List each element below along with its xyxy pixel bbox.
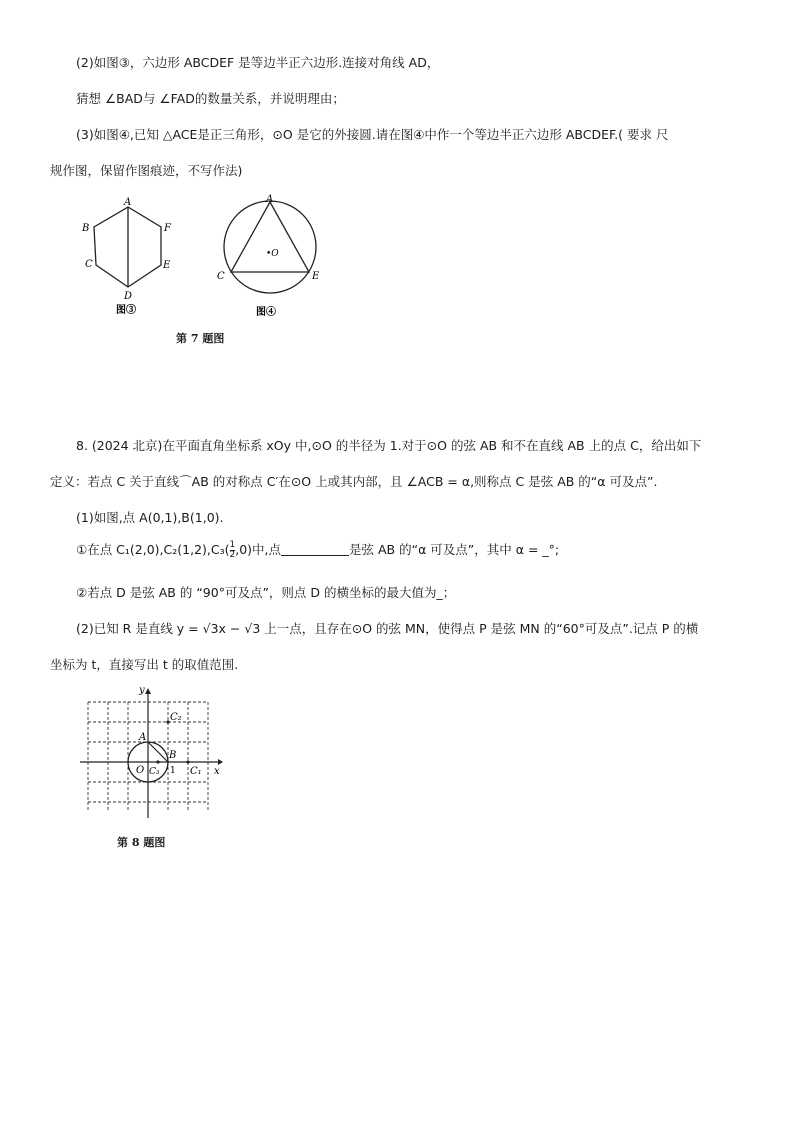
q8-stem-line2: 定义：若点 C 关于直线⌒AB 的对称点 C′在⊙O 上或其内部，且 ∠ACB = α,则称点 C 是弦 AB 的“α 可及点”. xyxy=(50,474,658,489)
label-c1: C₁ xyxy=(190,766,202,777)
q8-part2-line2: 坐标为 t，直接写出 t 的取值范围. xyxy=(50,657,239,672)
q7-figure-caption: 第 7 题图 xyxy=(176,332,225,345)
sub1-suffix: 是弦 AB 的“α 可及点”，其中 α = _°; xyxy=(349,542,560,557)
label-o: O xyxy=(136,765,145,776)
equilateral-triangle xyxy=(231,202,309,272)
q7-part2-line2: 猜想 ∠BAD与 ∠FAD的数量关系，并说明理由； xyxy=(76,91,345,106)
label-c: C xyxy=(217,271,225,282)
q8-figure-caption: 第 8 题图 xyxy=(117,836,166,849)
label-o: •O xyxy=(266,249,279,259)
label-x: x xyxy=(214,766,220,777)
label-c3: C₃ xyxy=(149,767,160,777)
sub1-prefix: ①在点 C₁(2,0),C₂(1,2),C₃( xyxy=(76,542,230,557)
q8-sub1 xyxy=(76,540,559,560)
q8-sub2: ②若点 D 是弦 AB 的 “90°可及点”，则点 D 的横坐标的最大值为_； xyxy=(76,585,456,600)
label-y: y xyxy=(139,685,145,696)
q7-part3-line1: (3)如图④,已知 △ACE是正三角形，⊙O 是它的外接圆.请在图④中作一个等边半正六边形 ABCDEF.( 要求 尺 xyxy=(76,127,669,142)
label-c: C xyxy=(85,259,93,270)
label-e: E xyxy=(312,271,320,282)
q8-part2-line1: (2)已知 R 是直线 y = √3x − √3 上一点，且存在⊙O 的弦 MN，使得点 P 是弦 MN 的“60°可及点”.记点 P 的横 xyxy=(76,621,699,636)
q7-part3-line2: 规作图，保留作图痕迹，不写作法) xyxy=(50,163,243,178)
fig3-caption: 图③ xyxy=(116,305,136,316)
circumcircle xyxy=(224,201,316,293)
figure-8-coordinate-grid xyxy=(76,684,226,819)
label-a: A xyxy=(266,194,274,205)
label-a: A xyxy=(124,197,132,208)
sub1-mid: ,0)中,点 xyxy=(235,542,282,557)
label-b: B xyxy=(82,223,90,234)
fig4-caption: 图④ xyxy=(256,307,276,318)
q8-stem-line1: 8. (2024 北京)在平面直角坐标系 xOy 中,⊙O 的半径为 1.对于⊙O 的弦 AB 和不在直线 AB 上的点 C，给出如下 xyxy=(76,438,702,453)
point-c1 xyxy=(186,760,189,763)
fraction-one-half: $\frac{1}{2}$ xyxy=(229,540,236,560)
label-one: 1 xyxy=(170,766,176,776)
label-c2: C₂ xyxy=(170,712,182,723)
label-a: A xyxy=(139,732,147,743)
figure-4-circle-triangle xyxy=(212,193,330,320)
q7-part2-line1: (2)如图③，六边形 ABCDEF 是等边半正六边形.连接对角线 AD， xyxy=(76,55,440,70)
point-c3 xyxy=(156,760,159,763)
x-axis-arrow xyxy=(218,759,223,765)
answer-blank xyxy=(281,543,349,556)
label-d: D xyxy=(124,291,133,302)
y-axis-arrow xyxy=(145,688,151,694)
label-e: E xyxy=(163,260,171,271)
label-b: B xyxy=(169,750,177,761)
figure-3-hexagon xyxy=(78,195,188,320)
label-f: F xyxy=(164,223,171,234)
q8-part1-intro: (1)如图,点 A(0,1),B(1,0). xyxy=(76,510,224,525)
